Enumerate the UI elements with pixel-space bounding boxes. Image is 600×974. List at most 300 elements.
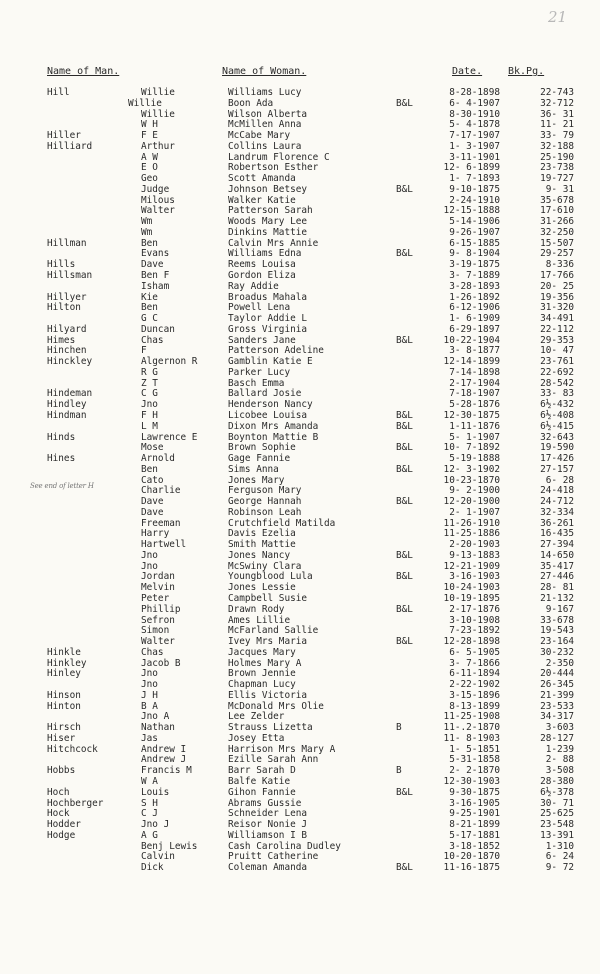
woman-name: McCabe Mary — [228, 130, 291, 142]
man-given-name: C J — [141, 808, 158, 820]
man-given-name: Freeman — [141, 517, 181, 529]
man-given-name: Algernon R — [141, 356, 198, 368]
book-page: 31-320 — [540, 302, 574, 314]
header-name-of-man: Name of Man. — [47, 66, 120, 77]
woman-name: Gihon Fannie — [228, 786, 296, 798]
man-surname: Hindley — [47, 399, 87, 411]
woman-name: Landrum Florence C — [228, 151, 330, 163]
man-surname: Hilliard — [47, 140, 93, 152]
man-given-name: R G — [141, 366, 158, 378]
record-row — [0, 163, 600, 174]
woman-name: Campbell Susie — [228, 592, 308, 604]
man-given-name: Ben — [141, 237, 158, 249]
book-page: 28-380 — [540, 776, 574, 787]
man-given-name: Jno — [141, 549, 158, 561]
marriage-date: 5- 4-1878 — [449, 119, 500, 131]
book-page: 29-353 — [540, 334, 574, 346]
woman-name: McDonald Mrs Olie — [228, 700, 324, 712]
record-row — [0, 669, 600, 680]
man-given-name: F E — [141, 130, 158, 142]
woman-name: Henderson Nancy — [228, 399, 313, 411]
book-page: 20- 25 — [540, 280, 574, 292]
woman-name: Scott Amanda — [228, 173, 296, 185]
bond-license-note: B&L — [396, 603, 413, 615]
man-surname: Hinson — [47, 689, 81, 701]
man-surname: Hinchen — [47, 345, 87, 357]
man-surname: Hinckley — [47, 356, 93, 368]
bond-license-note: B&L — [396, 862, 413, 874]
man-given-name: Willie — [128, 97, 162, 109]
woman-name: Ray Addie — [228, 280, 279, 292]
header-name-of-woman: Name of Woman. — [222, 66, 307, 77]
man-given-name: Jno — [141, 679, 158, 691]
woman-name: Holmes Mary A — [228, 657, 302, 669]
man-surname: Hinds — [47, 431, 76, 443]
woman-name: Parker Lucy — [228, 366, 291, 378]
bond-license-note: B&L — [396, 97, 413, 109]
bond-license-note: B&L — [396, 571, 413, 583]
man-surname: Hinkley — [47, 657, 87, 669]
man-surname: Hilton — [47, 302, 81, 314]
book-page: 6- 28 — [545, 474, 574, 486]
man-given-name: Sefron — [141, 614, 175, 626]
man-given-name: Jno A — [141, 711, 170, 723]
man-surname: Hinkle — [47, 646, 81, 658]
man-surname: Hirsch — [47, 722, 81, 734]
marriage-date: 6-11-1894 — [449, 668, 500, 680]
record-row — [0, 702, 600, 713]
book-page: 17-766 — [540, 270, 574, 282]
marriage-date: 3- 7-1889 — [449, 270, 500, 282]
marriage-date: 7-23-1892 — [449, 625, 500, 637]
marriage-date: 5-14-1906 — [449, 216, 500, 228]
woman-name: Basch Emma — [228, 377, 285, 389]
man-given-name: Hartwell — [141, 539, 187, 551]
header-book-page: Bk.Pg. — [508, 66, 545, 77]
marriage-date: 6-29-1897 — [449, 323, 500, 335]
woman-name: Reisor Nonie J — [228, 819, 308, 831]
marriage-date: 12-20-1900 — [443, 496, 500, 508]
marriage-date: 1- 5-1851 — [449, 743, 500, 755]
book-page: 36-261 — [540, 517, 574, 529]
book-page: 14-650 — [540, 549, 574, 561]
marriage-date: 7-14-1898 — [449, 366, 500, 378]
book-page: 28- 81 — [540, 582, 574, 594]
marriage-date: 6-12-1906 — [449, 302, 500, 314]
marriage-date: 5-19-1888 — [449, 453, 500, 465]
man-given-name: Jno — [141, 560, 158, 572]
book-page: 3-603 — [545, 722, 574, 734]
man-surname: Hillman — [47, 237, 87, 249]
man-given-name: Z T — [141, 377, 158, 389]
man-given-name: Wm — [141, 226, 153, 238]
book-page: 32-712 — [540, 97, 574, 109]
man-given-name: S H — [141, 797, 158, 809]
man-given-name: Chas — [141, 334, 164, 346]
marriage-date: 6- 5-1905 — [449, 646, 500, 658]
book-page: 32-250 — [540, 226, 574, 238]
marriage-date: 1- 6-1909 — [449, 313, 500, 325]
woman-name: George Hannah — [228, 496, 302, 508]
book-page: 23-761 — [540, 356, 574, 368]
woman-name: Ivey Mrs Maria — [228, 636, 308, 648]
woman-name: Jones Lessie — [228, 582, 296, 594]
record-row — [0, 293, 600, 304]
book-page: 29-257 — [540, 248, 574, 260]
bond-license-note: B — [396, 765, 402, 777]
woman-name: Patterson Sarah — [228, 205, 313, 217]
woman-name: McSwiny Clara — [228, 560, 302, 572]
record-row — [0, 325, 600, 336]
woman-name: Coleman Amanda — [228, 862, 308, 874]
marriage-date: 8-28-1898 — [449, 87, 500, 98]
man-given-name: Jno — [141, 668, 158, 680]
woman-name: Ezille Sarah Ann — [228, 754, 319, 766]
woman-name: Ferguson Mary — [228, 485, 302, 497]
man-given-name: Nathan — [141, 722, 175, 734]
woman-name: Boynton Mattie B — [228, 431, 319, 443]
marriage-date: 9-26-1907 — [449, 226, 500, 238]
record-row — [0, 755, 600, 766]
man-given-name: Ben — [141, 463, 158, 475]
record-row — [0, 605, 600, 616]
record-row — [0, 185, 600, 196]
marriage-date: 10-19-1895 — [443, 592, 500, 604]
record-row — [0, 443, 600, 454]
record-row — [0, 422, 600, 433]
man-given-name: Dave — [141, 259, 164, 271]
marriage-date: 11- 8-1903 — [443, 732, 500, 744]
marriage-date: 2-24-1910 — [449, 194, 500, 206]
man-given-name: L M — [141, 420, 158, 432]
man-given-name: C G — [141, 388, 158, 400]
book-page: 19-727 — [540, 173, 574, 185]
bond-license-note: B&L — [396, 496, 413, 508]
book-page: 21-132 — [540, 592, 574, 604]
woman-name: Jones Mary — [228, 474, 285, 486]
book-page: 1-310 — [545, 840, 574, 852]
book-page: 8-336 — [545, 259, 574, 271]
marriage-date: 9-13-1883 — [449, 549, 500, 561]
man-given-name: Jas — [141, 732, 158, 744]
bond-license-note: B&L — [396, 409, 413, 421]
marriage-date: 8-21-1899 — [449, 819, 500, 831]
woman-name: Harrison Mrs Mary A — [228, 743, 336, 755]
man-given-name: B A — [141, 700, 158, 712]
book-page: 33- 83 — [540, 388, 574, 400]
man-surname: Hodge — [47, 829, 76, 841]
man-given-name: Duncan — [141, 323, 175, 335]
man-given-name: E O — [141, 162, 158, 174]
man-given-name: F — [141, 345, 147, 357]
marriage-date: 10-24-1903 — [443, 582, 500, 594]
marriage-date: 11-25-1886 — [443, 528, 500, 540]
record-row — [0, 120, 600, 131]
record-row — [0, 529, 600, 540]
man-given-name: Melvin — [141, 582, 175, 594]
book-page: 35-678 — [540, 194, 574, 206]
bond-license-note: B&L — [396, 549, 413, 561]
man-surname: Hochberger — [47, 797, 104, 809]
woman-name: Gage Fannie — [228, 453, 291, 465]
book-page: 28-127 — [540, 732, 574, 744]
record-row — [0, 357, 600, 368]
man-given-name: Evans — [141, 248, 170, 260]
record-row — [0, 465, 600, 476]
man-surname: Hillyer — [47, 291, 87, 303]
marriage-date: 11-26-1910 — [443, 517, 500, 529]
book-page: 33- 79 — [540, 130, 574, 142]
book-page: 20-444 — [540, 668, 574, 680]
marriage-date: 9-30-1875 — [449, 786, 500, 798]
record-row — [0, 433, 600, 444]
woman-name: Calvin Mrs Annie — [228, 237, 319, 249]
woman-name: Brown Sophie — [228, 442, 296, 454]
marriage-date: 9- 8-1904 — [449, 248, 500, 260]
woman-name: Smith Mattie — [228, 539, 296, 551]
book-page: 2- 88 — [545, 754, 574, 766]
marriage-date: 11-.2-1870 — [443, 722, 500, 734]
book-page: 35-417 — [540, 560, 574, 572]
woman-name: Ellis Victoria — [228, 689, 308, 701]
woman-name: Wilson Alberta — [228, 108, 308, 120]
man-given-name: Isham — [141, 280, 170, 292]
book-page: 16-435 — [540, 528, 574, 540]
man-given-name: Kie — [141, 291, 158, 303]
man-given-name: W A — [141, 776, 158, 787]
woman-name: Schneider Lena — [228, 808, 308, 820]
man-given-name: Milous — [141, 194, 175, 206]
woman-name: Abrams Gussie — [228, 797, 302, 809]
woman-name: Sims Anna — [228, 463, 279, 475]
marriage-date: 2-22-1902 — [449, 679, 500, 691]
record-row — [0, 637, 600, 648]
book-page: 23-738 — [540, 162, 574, 174]
woman-name: Pruitt Catherine — [228, 851, 319, 863]
book-page: 22-112 — [540, 323, 574, 335]
man-given-name: J H — [141, 689, 158, 701]
marriage-date: 2-17-1904 — [449, 377, 500, 389]
bond-license-note: B&L — [396, 463, 413, 475]
man-given-name: Dick — [141, 862, 164, 874]
book-page: 6½-378 — [540, 786, 574, 798]
man-surname: Hindeman — [47, 388, 93, 400]
man-surname: Hiller — [47, 130, 81, 142]
man-surname: Hoch — [47, 786, 70, 798]
man-given-name: Ben — [141, 302, 158, 314]
book-page: 28-542 — [540, 377, 574, 389]
book-page: 11- 21 — [540, 119, 574, 131]
marriage-date: 10-20-1870 — [443, 851, 500, 863]
record-row — [0, 831, 600, 842]
book-page: 34-317 — [540, 711, 574, 723]
record-row — [0, 723, 600, 734]
record-row — [0, 777, 600, 788]
book-page: 19-356 — [540, 291, 574, 303]
record-row — [0, 659, 600, 670]
header-date: Date. — [452, 66, 483, 77]
marriage-date: 3-11-1901 — [449, 151, 500, 163]
marriage-date: 3-18-1852 — [449, 840, 500, 852]
marriage-date: 2-17-1876 — [449, 603, 500, 615]
woman-name: Robinson Leah — [228, 506, 302, 518]
man-given-name: Lawrence E — [141, 431, 198, 443]
man-surname: Himes — [47, 334, 76, 346]
marriage-date: 3-16-1905 — [449, 797, 500, 809]
man-given-name: Simon — [141, 625, 170, 637]
record-row — [0, 508, 600, 519]
woman-name: Youngblood Lula — [228, 571, 313, 583]
marriage-date: 12-15-1888 — [443, 205, 500, 217]
book-page: 34-491 — [540, 313, 574, 325]
man-given-name: Dave — [141, 496, 164, 508]
marriage-date: 3-10-1908 — [449, 614, 500, 626]
marriage-date: 12-14-1899 — [443, 356, 500, 368]
man-given-name: Jno — [141, 399, 158, 411]
record-row — [0, 766, 600, 777]
marriage-date: 9-10-1875 — [449, 183, 500, 195]
man-surname: Hobbs — [47, 765, 76, 777]
book-page: 31-266 — [540, 216, 574, 228]
man-given-name: Wm — [141, 216, 153, 228]
woman-name: Balfe Katie — [228, 776, 291, 787]
book-page: 6½-415 — [540, 420, 574, 432]
marriage-date: 2- 2-1870 — [449, 765, 500, 777]
man-given-name: Phillip — [141, 603, 181, 615]
man-surname: Hinley — [47, 668, 81, 680]
man-surname: Hiser — [47, 732, 76, 744]
woman-name: Taylor Addie L — [228, 313, 308, 325]
woman-name: Gross Virginia — [228, 323, 308, 335]
woman-name: Davis Ezelia — [228, 528, 296, 540]
marriage-date: 3-19-1875 — [449, 259, 500, 271]
woman-name: Crutchfield Matilda — [228, 517, 336, 529]
man-surname: Hills — [47, 259, 76, 271]
man-given-name: Chas — [141, 646, 164, 658]
book-page: 30-232 — [540, 646, 574, 658]
record-row — [0, 648, 600, 659]
marriage-date: 8-13-1899 — [449, 700, 500, 712]
book-page: 26-345 — [540, 679, 574, 691]
man-given-name: Charlie — [141, 485, 181, 497]
book-page: 6½-432 — [540, 399, 574, 411]
record-row — [0, 88, 600, 99]
marriage-date: 8-30-1910 — [449, 108, 500, 120]
marriage-date: 7-18-1907 — [449, 388, 500, 400]
man-given-name: Andrew J — [141, 754, 187, 766]
marriage-date: 12-28-1898 — [443, 636, 500, 648]
marriage-date: 12- 3-1902 — [443, 463, 500, 475]
page-number: 21 — [548, 8, 568, 26]
marriage-date: 3- 7-1866 — [449, 657, 500, 669]
woman-name: Powell Lena — [228, 302, 291, 314]
man-given-name: Arnold — [141, 453, 175, 465]
book-page: 24-418 — [540, 485, 574, 497]
book-page: 23-548 — [540, 819, 574, 831]
woman-name: Jones Nancy — [228, 549, 291, 561]
woman-name: Reems Louisa — [228, 259, 296, 271]
man-given-name: G C — [141, 313, 158, 325]
book-page: 22-692 — [540, 366, 574, 378]
woman-name: Williams Edna — [228, 248, 302, 260]
woman-name: Licobee Louisa — [228, 409, 308, 421]
marriage-date: 9- 2-1900 — [449, 485, 500, 497]
woman-name: Dinkins Mattie — [228, 226, 308, 238]
book-page: 25-625 — [540, 808, 574, 820]
bond-license-note: B&L — [396, 636, 413, 648]
book-page: 9-167 — [545, 603, 574, 615]
book-page: 19-543 — [540, 625, 574, 637]
marriage-date: 2- 1-1907 — [449, 506, 500, 518]
bond-license-note: B&L — [396, 248, 413, 260]
woman-name: Ballard Josie — [228, 388, 302, 400]
record-row — [0, 863, 600, 874]
bond-license-note: B&L — [396, 442, 413, 454]
man-given-name: Calvin — [141, 851, 175, 863]
man-given-name: W H — [141, 119, 158, 131]
marriage-date: 10-23-1870 — [443, 474, 500, 486]
margin-note: See end of letter H — [30, 482, 94, 490]
woman-name: Woods Mary Lee — [228, 216, 308, 228]
woman-name: Williams Lucy — [228, 87, 302, 98]
man-given-name: Judge — [141, 183, 170, 195]
woman-name: Gamblin Katie E — [228, 356, 313, 368]
woman-name: Williamson I B — [228, 829, 308, 841]
man-given-name: Geo — [141, 173, 158, 185]
woman-name: Ames Lillie — [228, 614, 291, 626]
man-surname: Hodder — [47, 819, 81, 831]
woman-name: Boon Ada — [228, 97, 274, 109]
woman-name: Patterson Adeline — [228, 345, 324, 357]
marriage-date: 9-25-1901 — [449, 808, 500, 820]
book-page: 1-239 — [545, 743, 574, 755]
man-given-name: Arthur — [141, 140, 175, 152]
woman-name: Robertson Esther — [228, 162, 319, 174]
book-page: 23-164 — [540, 636, 574, 648]
record-row — [0, 594, 600, 605]
book-page: 10- 47 — [540, 345, 574, 357]
man-given-name: Louis — [141, 786, 170, 798]
marriage-date: 12-30-1875 — [443, 409, 500, 421]
bond-license-note: B&L — [396, 183, 413, 195]
bond-license-note: B&L — [396, 334, 413, 346]
marriage-date: 10- 7-1892 — [443, 442, 500, 454]
man-given-name: Willie — [141, 87, 175, 98]
marriage-date: 12-21-1909 — [443, 560, 500, 572]
man-given-name: Mose — [141, 442, 164, 454]
book-page: 9- 31 — [545, 183, 574, 195]
man-given-name: Jacob B — [141, 657, 181, 669]
record-row — [0, 99, 600, 110]
woman-name: Lee Zelder — [228, 711, 285, 723]
marriage-date: 5- 1-1907 — [449, 431, 500, 443]
man-surname: Hitchcock — [47, 743, 98, 755]
woman-name: Walker Katie — [228, 194, 296, 206]
book-page: 2-350 — [545, 657, 574, 669]
woman-name: Brown Jennie — [228, 668, 296, 680]
marriage-records-list — [0, 88, 600, 874]
book-page: 27-394 — [540, 539, 574, 551]
man-given-name: Jno J — [141, 819, 170, 831]
man-given-name: Walter — [141, 205, 175, 217]
book-page: 6- 24 — [545, 851, 574, 863]
woman-name: Strauss Lizetta — [228, 722, 313, 734]
bond-license-note: B — [396, 722, 402, 734]
book-page: 36- 31 — [540, 108, 574, 120]
marriage-date: 11-16-1875 — [443, 862, 500, 874]
marriage-date: 5-31-1858 — [449, 754, 500, 766]
record-row — [0, 271, 600, 282]
